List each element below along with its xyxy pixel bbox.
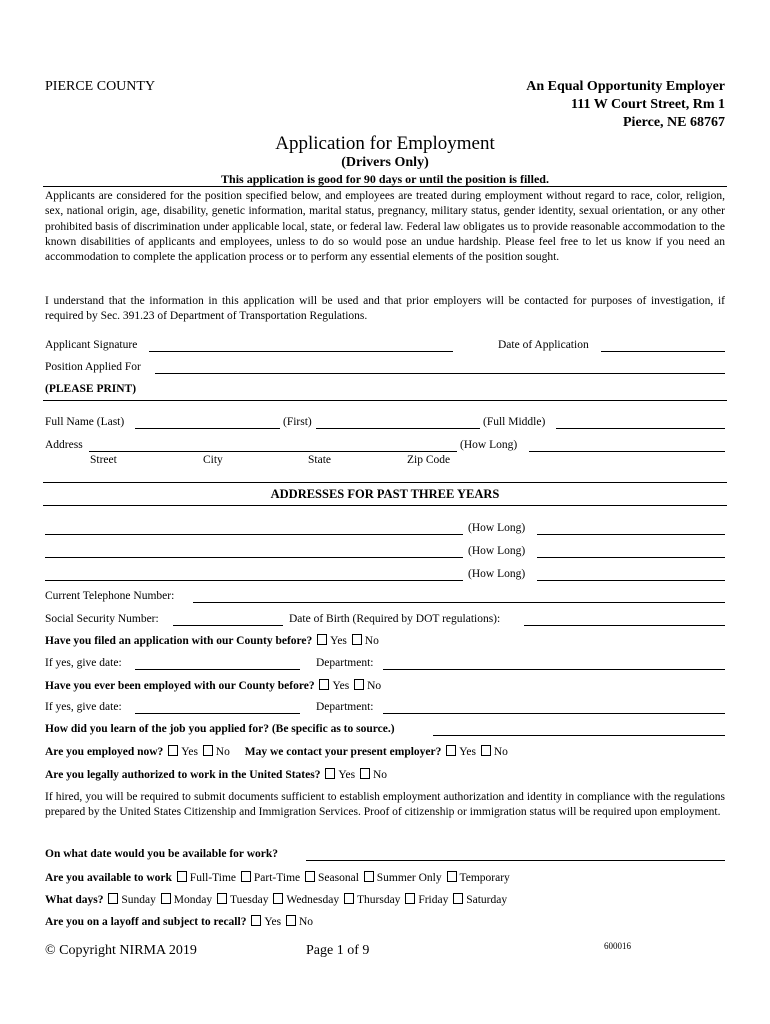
temporary-checkbox[interactable] [447, 871, 457, 882]
eoe-statement: An Equal Opportunity Employer [526, 79, 725, 94]
day-label: Friday [418, 894, 449, 906]
filed-department-field[interactable] [383, 669, 725, 670]
county-name: PIERCE COUNTY [45, 79, 156, 94]
employed-now-no-checkbox[interactable] [203, 745, 213, 756]
zip-label: Zip Code [407, 454, 451, 466]
work-type-label: Summer Only [376, 872, 442, 884]
middle-name-label: (Full Middle) [483, 416, 546, 428]
tuesday-checkbox[interactable] [217, 893, 227, 904]
yes-label: Yes [338, 769, 356, 781]
filed-before-question: Have you filed an application with our County before? [45, 635, 313, 647]
job-source-question: How did you learn of the job you applied for? (Be specific as to source.) [45, 723, 395, 735]
no-label: No [372, 769, 388, 781]
filed-yes-checkbox[interactable] [317, 634, 327, 645]
divider [43, 482, 727, 483]
state-label: State [308, 454, 331, 466]
form-code: 600016 [604, 941, 631, 951]
copyright-notice: © Copyright NIRMA 2019 [45, 943, 197, 958]
availability-date-question: On what date would you be available for work? [45, 848, 279, 860]
past-address-field-2[interactable] [45, 557, 463, 558]
if-yes-date-label: If yes, give date: [45, 657, 122, 669]
day-label: Sunday [121, 894, 156, 906]
day-label: Thursday [357, 894, 401, 906]
day-label: Saturday [466, 894, 508, 906]
how-long-label: (How Long) [468, 545, 526, 557]
layoff-no-checkbox[interactable] [286, 915, 296, 926]
contact-no-checkbox[interactable] [481, 745, 491, 756]
address-label: Address [45, 439, 83, 451]
authorized-yes-checkbox[interactable] [325, 768, 335, 779]
page-subtitle: (Drivers Only) [341, 155, 429, 170]
layoff-yes-checkbox[interactable] [251, 915, 261, 926]
layoff-question: Are you on a layoff and subject to recall? [45, 916, 247, 928]
street-label: Street [90, 454, 117, 466]
date-of-application-label: Date of Application [498, 339, 589, 351]
position-label: Position Applied For [45, 361, 141, 373]
employed-now-yes-checkbox[interactable] [168, 745, 178, 756]
ssn-label: Social Security Number: [45, 613, 159, 625]
monday-checkbox[interactable] [161, 893, 171, 904]
address-how-long-field[interactable] [529, 451, 725, 452]
yes-label: Yes [459, 746, 476, 758]
days-row [45, 893, 507, 906]
contact-yes-checkbox[interactable] [446, 745, 456, 756]
yes-label: Yes [330, 635, 347, 647]
divider [43, 400, 727, 401]
thursday-checkbox[interactable] [344, 893, 354, 904]
signature-field[interactable] [149, 351, 453, 352]
no-label: No [215, 746, 230, 758]
friday-checkbox[interactable] [405, 893, 415, 904]
seasonal-checkbox[interactable] [305, 871, 315, 882]
how-long-label: (How Long) [468, 568, 526, 580]
past-address-how-long-1[interactable] [537, 534, 725, 535]
wednesday-checkbox[interactable] [273, 893, 283, 904]
job-source-field[interactable] [433, 735, 725, 736]
divider [43, 505, 727, 506]
employed-before-question: Have you ever been employed with our County before? [45, 680, 315, 692]
yes-label: Yes [264, 916, 282, 928]
no-label: No [298, 916, 313, 928]
dob-label: Date of Birth (Required by DOT regulations): [289, 613, 501, 625]
work-type-label: Temporary [459, 872, 510, 884]
contact-employer-question: May we contact your present employer? [244, 746, 442, 758]
past-address-field-1[interactable] [45, 534, 463, 535]
availability-date-field[interactable] [306, 860, 725, 861]
work-type-row [45, 871, 510, 884]
address-line-1: 111 W Court Street, Rm 1 [571, 97, 725, 112]
first-name-label: (First) [283, 416, 312, 428]
divider [43, 186, 727, 187]
part-time-checkbox[interactable] [241, 871, 251, 882]
authorized-no-checkbox[interactable] [360, 768, 370, 779]
address-field[interactable] [89, 451, 457, 452]
work-type-label: Seasonal [318, 872, 359, 884]
please-print-label: (PLEASE PRINT) [45, 383, 137, 395]
last-name-field[interactable] [135, 428, 280, 429]
day-label: Tuesday [229, 894, 269, 906]
sunday-checkbox[interactable] [108, 893, 118, 904]
work-authorization-question: Are you legally authorized to work in the United States? [45, 769, 321, 781]
date-of-application-field[interactable] [601, 351, 725, 352]
employed-date-field[interactable] [135, 713, 300, 714]
work-type-label: Part-Time [253, 872, 301, 884]
if-yes-date-label: If yes, give date: [45, 701, 122, 713]
immigration-paragraph: If hired, you will be required to submit documents sufficient to establish employment authorization and identity in compliance with the regulations prepared by the United States Citizenship and Immigration Services. Proof of citizenship or immigration status will be required upon employment. [45, 791, 725, 819]
how-long-label: (How Long) [460, 439, 518, 451]
page-number: Page 1 of 9 [306, 943, 370, 958]
summer-only-checkbox[interactable] [364, 871, 374, 882]
work-type-question: Are you available to work [45, 872, 172, 884]
last-name-label: Full Name (Last) [45, 416, 125, 428]
phone-field[interactable] [193, 602, 725, 603]
filed-no-checkbox[interactable] [352, 634, 362, 645]
address-line-2: Pierce, NE 68767 [623, 115, 725, 130]
how-long-label: (How Long) [468, 522, 526, 534]
filed-date-field[interactable] [135, 669, 300, 670]
employed-department-field[interactable] [383, 713, 725, 714]
day-label: Monday [173, 894, 213, 906]
dob-field[interactable] [524, 625, 725, 626]
first-name-field[interactable] [316, 428, 480, 429]
ssn-field[interactable] [173, 625, 283, 626]
yes-label: Yes [332, 680, 350, 692]
middle-name-field[interactable] [556, 428, 725, 429]
department-label: Department: [316, 701, 374, 713]
days-question: What days? [45, 894, 104, 906]
signature-label: Applicant Signature [45, 339, 138, 351]
past-address-how-long-2[interactable] [537, 557, 725, 558]
validity-note: This application is good for 90 days or until the position is filled. [221, 172, 549, 186]
position-field[interactable] [155, 373, 725, 374]
eeo-paragraph: Applicants are considered for the position specified below, and employees are treated during employment without regard to race, color, religion, sex, national origin, age, disability, genetic information, marital status, pregnancy, military status, gender identity, sexual orientation, or any other prohibited basis of discrimination under applicable local, state, or federal law. Federal law obligates us to provide reasonable accommodation to the known disabilities of applicants and employees, unless to do so would pose an undue hardship. Please feel free to let us know if you need an accommodation to complete the application process or to perform any essential elements of the position sought. [45, 190, 725, 264]
page-title: Application for Employment [275, 133, 495, 154]
past-address-how-long-3[interactable] [537, 580, 725, 581]
work-type-label: Full-Time [189, 872, 237, 884]
phone-label: Current Telephone Number: [45, 590, 175, 602]
no-label: No [493, 746, 508, 758]
city-label: City [203, 454, 223, 466]
no-label: No [364, 635, 379, 647]
consent-paragraph: I understand that the information in this application will be used and that prior employers will be contacted for purposes of investigation, if required by Sec. 391.23 of Department of Transportation Regulations. [45, 295, 725, 323]
department-label: Department: [316, 657, 374, 669]
employed-yes-checkbox[interactable] [319, 679, 329, 690]
past-address-field-3[interactable] [45, 580, 463, 581]
saturday-checkbox[interactable] [453, 893, 463, 904]
no-label: No [367, 680, 382, 692]
employed-now-question: Are you employed now? [45, 746, 164, 758]
yes-label: Yes [181, 746, 198, 758]
full-time-checkbox[interactable] [177, 871, 187, 882]
day-label: Wednesday [286, 894, 340, 906]
past-addresses-heading: ADDRESSES FOR PAST THREE YEARS [270, 487, 500, 501]
employed-no-checkbox[interactable] [354, 679, 364, 690]
